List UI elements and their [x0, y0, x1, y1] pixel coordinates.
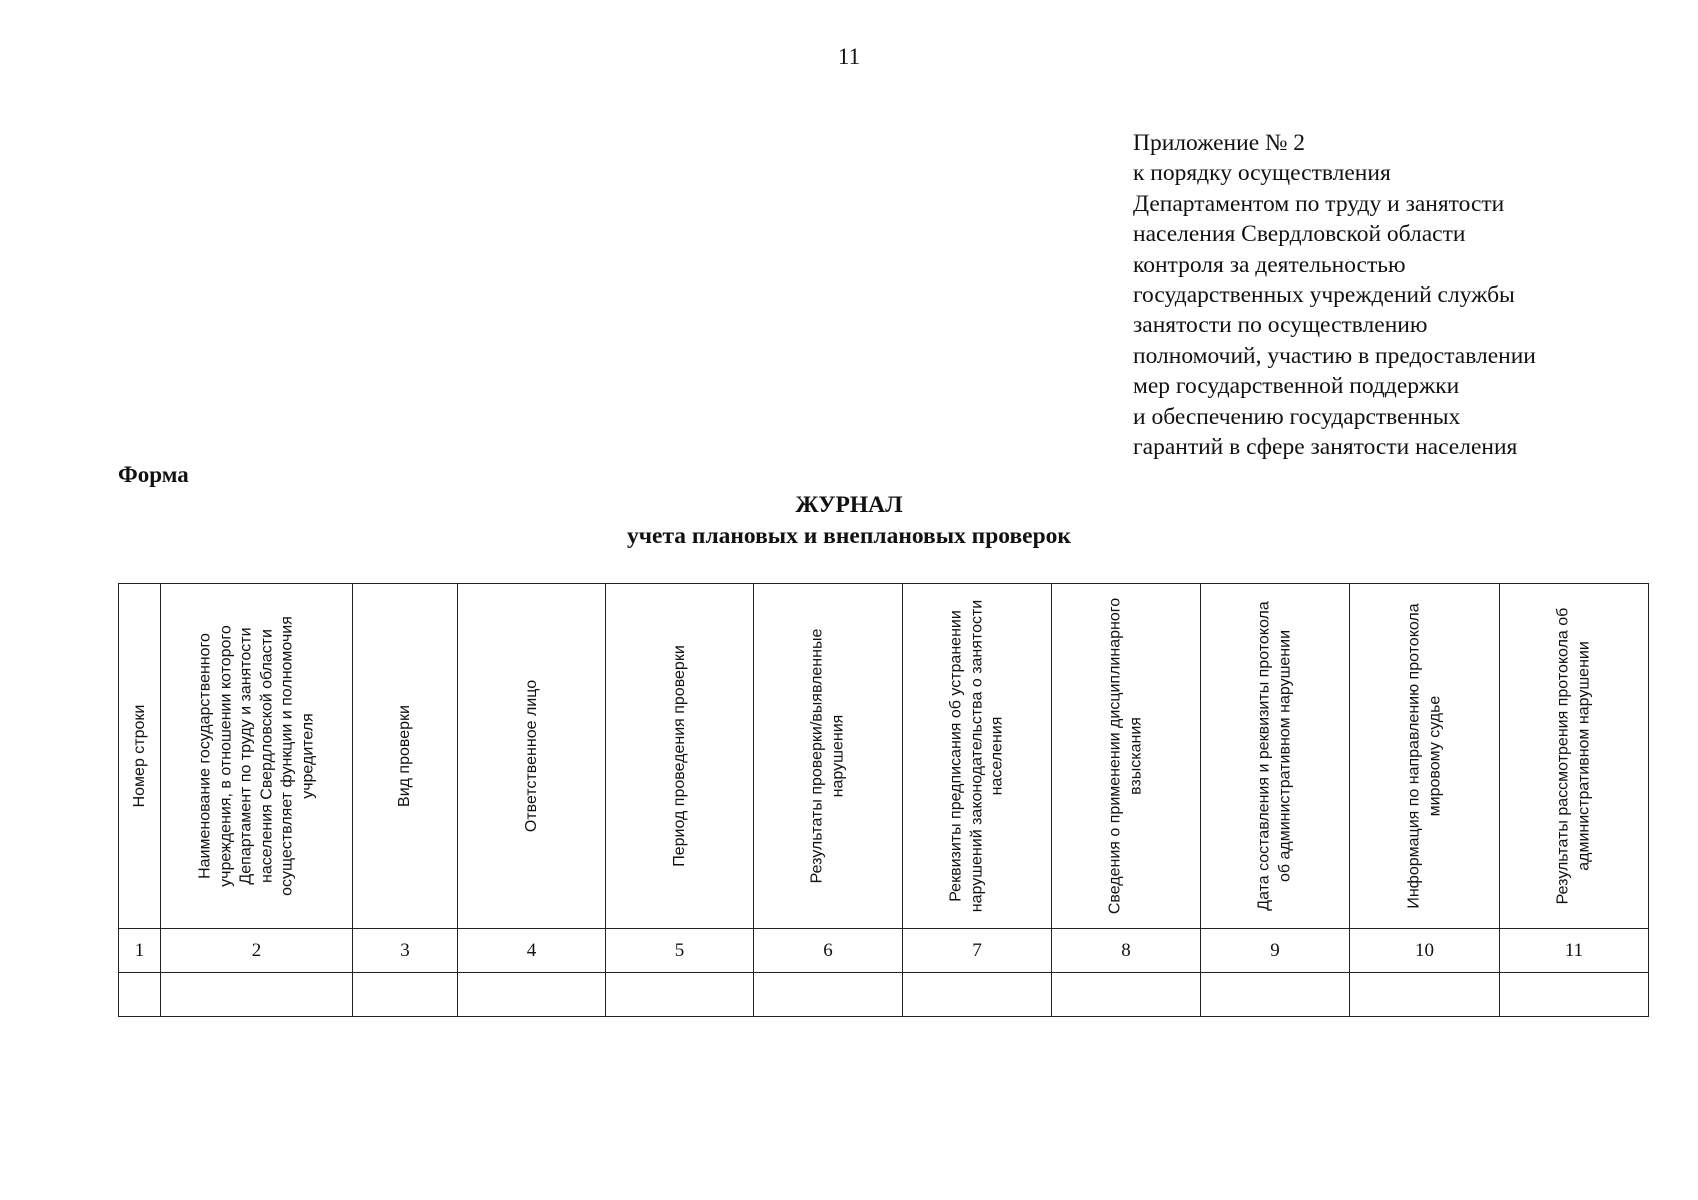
- empty-cell: [353, 973, 458, 1017]
- appendix-line: к порядку осуществления: [1133, 160, 1391, 187]
- header-cell: [161, 584, 353, 929]
- header-label: Сведения о применении дисциплинарного взыскания: [1106, 597, 1144, 915]
- header-cell: [1500, 584, 1649, 929]
- appendix-line: занятости по осуществлению: [1133, 312, 1428, 339]
- empty-cell: [1350, 973, 1500, 1017]
- column-number: 10: [1350, 929, 1500, 973]
- header-cell: [606, 584, 754, 929]
- appendix-block: [1133, 128, 1673, 462]
- form-label: Форма: [118, 462, 189, 487]
- empty-cell: [903, 973, 1052, 1017]
- appendix-line: полномочий, участию в предоставлении: [1133, 342, 1536, 369]
- column-number: 11: [1500, 929, 1649, 973]
- appendix-line: мер государственной поддержки: [1133, 373, 1460, 400]
- header-label: Ответственное лицо: [522, 679, 540, 833]
- table-header-row: [119, 584, 1649, 929]
- column-number: 2: [161, 929, 353, 973]
- header-label: Период проведения проверки: [670, 645, 688, 867]
- appendix-line: государственных учреждений службы: [1133, 282, 1515, 309]
- header-label: Результаты рассмотрения протокола об административном нарушении: [1554, 607, 1592, 905]
- header-label: Информация по направлению протокола мировому судье: [1405, 603, 1443, 909]
- header-cell: [458, 584, 606, 929]
- header-cell: [903, 584, 1052, 929]
- empty-cell: [1500, 973, 1649, 1017]
- column-number: 9: [1201, 929, 1350, 973]
- header-label: Результаты проверки/выявленные нарушения: [808, 628, 846, 884]
- empty-cell: [1201, 973, 1350, 1017]
- appendix-line: населения Свердловской области: [1133, 221, 1466, 248]
- header-label: Номер строки: [130, 704, 148, 808]
- column-number: 3: [353, 929, 458, 973]
- column-number: 8: [1052, 929, 1201, 973]
- column-number: 6: [754, 929, 903, 973]
- header-cell: [119, 584, 161, 929]
- page-number: 11: [837, 44, 861, 69]
- header-cell: [754, 584, 903, 929]
- appendix-line: Департаментом по труду и занятости: [1133, 190, 1505, 217]
- empty-cell: [458, 973, 606, 1017]
- appendix-line: и обеспечению государственных: [1133, 403, 1461, 430]
- header-label: Наименование государственного учреждения, в отношении которого Департамент по труду и занятости населения Свердловской области осуществляет функции и полномочия учредителя: [196, 616, 316, 896]
- header-label: Дата составления и реквизиты протокола об административном нарушении: [1255, 601, 1293, 911]
- title-line-2: учета плановых и внеплановых проверок: [627, 523, 1071, 549]
- empty-cell: [119, 973, 161, 1017]
- empty-cell: [754, 973, 903, 1017]
- table-row: [119, 973, 1649, 1017]
- header-cell: [1201, 584, 1350, 929]
- empty-cell: [606, 973, 754, 1017]
- appendix-line: гарантий в сфере занятости населения: [1133, 434, 1518, 461]
- journal-table: [118, 583, 1649, 1017]
- header-cell: [1052, 584, 1201, 929]
- title-line-1: ЖУРНАЛ: [795, 492, 903, 518]
- column-number: 7: [903, 929, 1052, 973]
- appendix-line: Приложение № 2: [1133, 130, 1306, 156]
- empty-cell: [161, 973, 353, 1017]
- column-number: 5: [606, 929, 754, 973]
- header-label: Реквизиты предписания об устранении нарушений законодательства о занятости населения: [947, 599, 1006, 913]
- column-number: 1: [119, 929, 161, 973]
- document-title: [0, 490, 1698, 552]
- header-cell: [1350, 584, 1500, 929]
- column-number-row: [119, 929, 1649, 973]
- appendix-line: контроля за деятельностью: [1133, 251, 1406, 278]
- column-number: 4: [458, 929, 606, 973]
- empty-cell: [1052, 973, 1201, 1017]
- header-cell: [353, 584, 458, 929]
- header-label: Вид проверки: [395, 705, 413, 807]
